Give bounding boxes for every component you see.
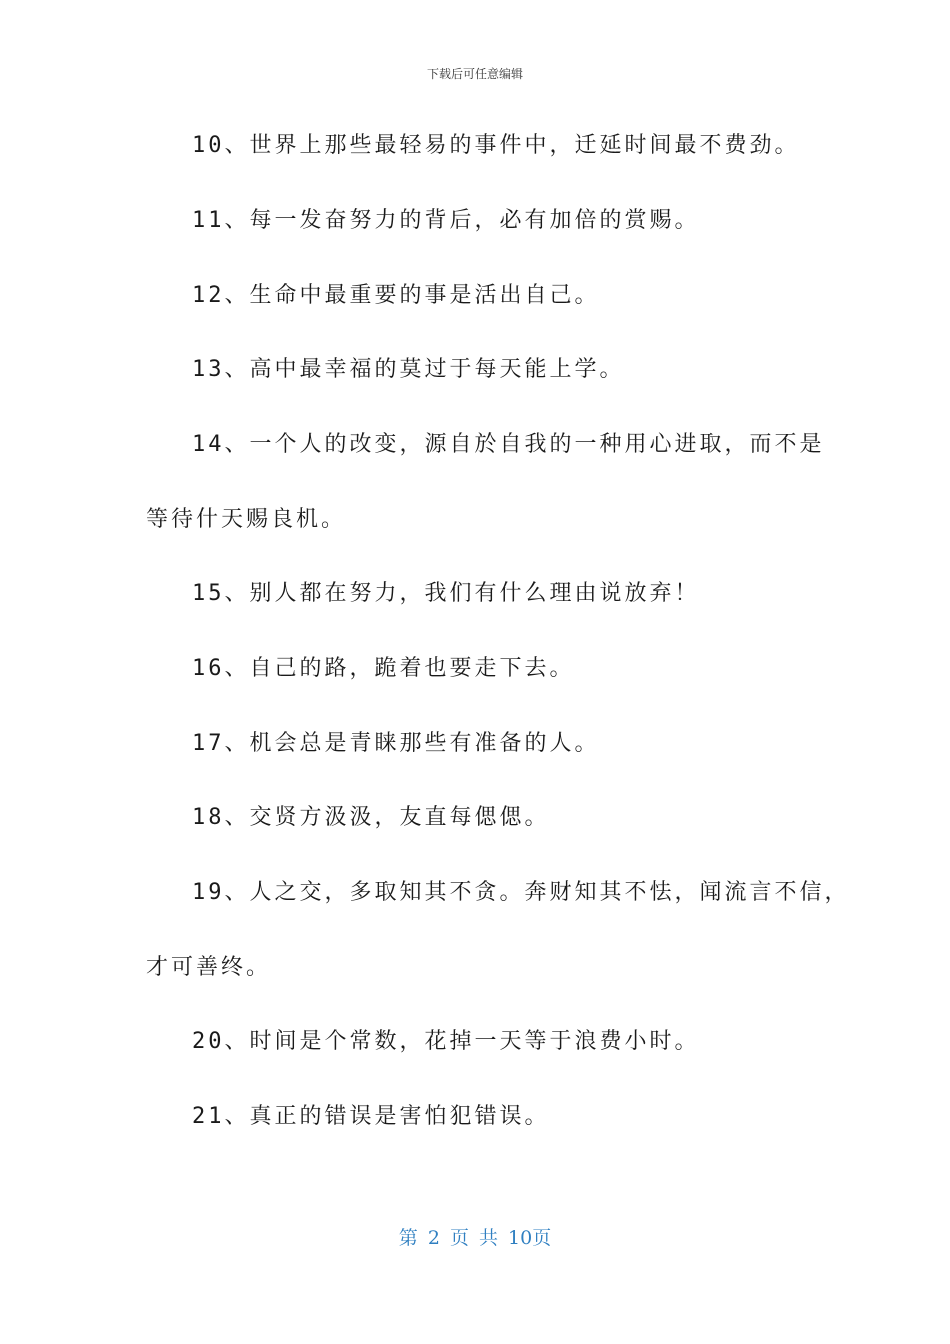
paragraph-12: 12、生命中最重要的事是活出自己。 bbox=[192, 283, 600, 308]
paragraph-16: 16、自己的路，跪着也要走下去。 bbox=[192, 656, 575, 681]
paragraph-20: 20、时间是个常数，花掉一天等于浪费小时。 bbox=[192, 1029, 700, 1054]
page-number-footer: 第 2 页 共 10页 bbox=[398, 1227, 552, 1249]
paragraph-13: 13、高中最幸福的莫过于每天能上学。 bbox=[192, 357, 625, 382]
paragraph-14: 14、一个人的改变，源自於自我的一种用心进取，而不是 bbox=[192, 432, 825, 457]
paragraph-11: 11、每一发奋努力的背后，必有加倍的赏赐。 bbox=[192, 208, 700, 233]
paragraph-19: 19、人之交，多取知其不贪。奔财知其不怯，闻流言不信， bbox=[192, 880, 850, 905]
paragraph-19-continuation: 才可善终。 bbox=[146, 955, 272, 980]
paragraph-14-continuation: 等待什天赐良机。 bbox=[146, 507, 347, 532]
paragraph-15: 15、别人都在努力，我们有什么理由说放弃！ bbox=[192, 581, 700, 606]
paragraph-10: 10、世界上那些最轻易的事件中，迁延时间最不费劲。 bbox=[192, 133, 800, 158]
paragraph-21: 21、真正的错误是害怕犯错误。 bbox=[192, 1104, 550, 1129]
page-header: 下载后可任意编辑 bbox=[426, 67, 523, 81]
paragraph-18: 18、交贤方汲汲，友直每偲偲。 bbox=[192, 805, 550, 830]
paragraph-17: 17、机会总是青睐那些有准备的人。 bbox=[192, 731, 600, 756]
